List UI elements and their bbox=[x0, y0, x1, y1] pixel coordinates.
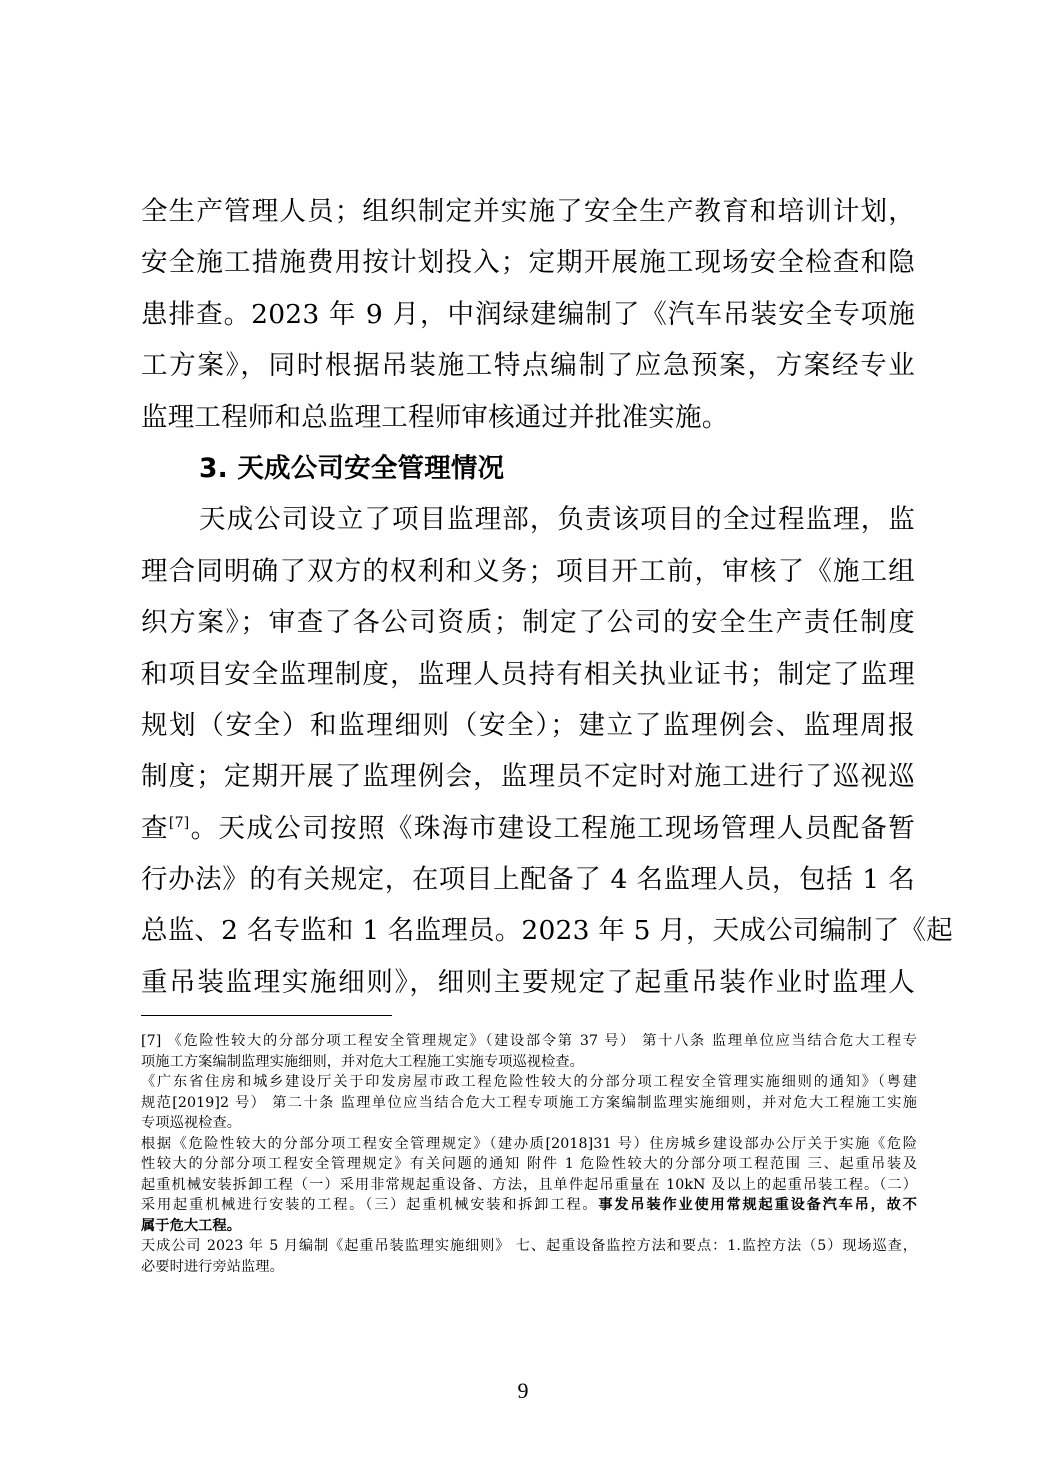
footnote-line: 专项巡视检查。 bbox=[141, 1115, 242, 1131]
line-start: 查 bbox=[141, 812, 169, 844]
footnote-text: 采用起重机械进行安装的工程。（三）起重机械安装和拆卸工程。 bbox=[141, 1197, 599, 1213]
paragraph-line: 和项目安全监理制度，监理人员持有相关执业证书；制定了监理 bbox=[141, 658, 915, 690]
footnote-line: 项施工方案编制监理实施细则，并对危大工程施工实施专项巡视检查。 bbox=[141, 1053, 584, 1070]
footnote-bold-text: 事发吊装作业使用常规起重设备汽车吊，故不 bbox=[598, 1197, 917, 1213]
paragraph-line: 监理工程师和总监理工程师审核通过并批准实施。 bbox=[141, 401, 729, 433]
footnote-separator bbox=[141, 1015, 392, 1016]
section-heading: 3. 天成公司安全管理情况 bbox=[199, 452, 505, 484]
paragraph-line: 安全施工措施费用按计划投入；定期开展施工现场安全检查和隐 bbox=[141, 247, 915, 279]
paragraph-line: 患排查。2023 年 9 月，中润绿建编制了《汽车吊装安全专项施 bbox=[141, 298, 915, 330]
footnote-line: 性较大的分部分项工程安全管理规定》有关问题的通知 附件 1 危险性较大的分部分项工程范围 三、起重吊装及 bbox=[141, 1156, 917, 1172]
paragraph-line: 总监、2 名专监和 1 名监理员。2023 年 5 月，天成公司编制了《起 bbox=[141, 915, 953, 947]
footnote-line bbox=[141, 1216, 917, 1237]
paragraph-line: 织方案》；审查了各公司资质；制定了公司的安全生产责任制度 bbox=[141, 607, 915, 639]
footnote-line: 规范[2019]2 号） 第二十条 监理单位应当结合危大工程专项施工方案编制监理实施细则，并对危大工程施工实施 bbox=[141, 1094, 917, 1111]
line-rest: 。天成公司按照《珠海市建设工程施工现场管理人员配备暂 bbox=[189, 812, 916, 844]
paragraph-line: 理合同明确了双方的权利和义务；项目开工前，审核了《施工组 bbox=[141, 555, 915, 587]
footnotes bbox=[141, 1031, 917, 1277]
footnote-line: [7] 《危险性较大的分部分项工程安全管理规定》（建设部令第 37 号） 第十八条 监理单位应当结合危大工程专 bbox=[141, 1033, 917, 1049]
footnote-line: 起重机械安装拆卸工程（一）采用非常规起重设备、方法，且单件起吊重量在 10kN 及以上的起重吊装工程。（二） bbox=[141, 1176, 917, 1193]
footnote-reference[interactable]: [7] bbox=[168, 814, 190, 831]
footnote-line: 根据《危险性较大的分部分项工程安全管理规定》（建办质[2018]31 号）住房城乡建设部办公厅关于实施《危险 bbox=[141, 1135, 917, 1152]
body-text bbox=[141, 186, 953, 1008]
paragraph-line bbox=[141, 803, 915, 854]
footnote-bold-text: 属于危大工程。 bbox=[141, 1217, 242, 1234]
footnote-line: 《广东省住房和城乡建设厅关于印发房屋市政工程危险性较大的分部分项工程安全管理实施细则的通知》（粤建 bbox=[141, 1074, 917, 1090]
footnote-line bbox=[141, 1195, 917, 1216]
paragraph-line: 工方案》，同时根据吊装施工特点编制了应急预案，方案经专业 bbox=[141, 350, 915, 382]
paragraph-line: 行办法》的有关规定，在项目上配备了 4 名监理人员，包括 1 名 bbox=[141, 864, 915, 896]
footnote-line: 天成公司 2023 年 5 月编制《起重吊装监理实施细则》 七、起重设备监控方法和要点：1.监控方法（5）现场巡查， bbox=[141, 1238, 917, 1254]
paragraph-line: 天成公司设立了项目监理部，负责该项目的全过程监理，监 bbox=[199, 504, 915, 536]
page-number: 9 bbox=[517, 1378, 529, 1403]
paragraph-line: 规划（安全）和监理细则（安全）；建立了监理例会、监理周报 bbox=[141, 709, 915, 741]
paragraph-line: 制度；定期开展了监理例会，监理员不定时对施工进行了巡视巡 bbox=[141, 761, 915, 793]
footnote-line: 必要时进行旁站监理。 bbox=[141, 1258, 284, 1275]
paragraph-line: 重吊装监理实施细则》，细则主要规定了起重吊装作业时监理人 bbox=[141, 966, 915, 998]
paragraph-line: 全生产管理人员；组织制定并实施了安全生产教育和培训计划， bbox=[141, 196, 915, 227]
